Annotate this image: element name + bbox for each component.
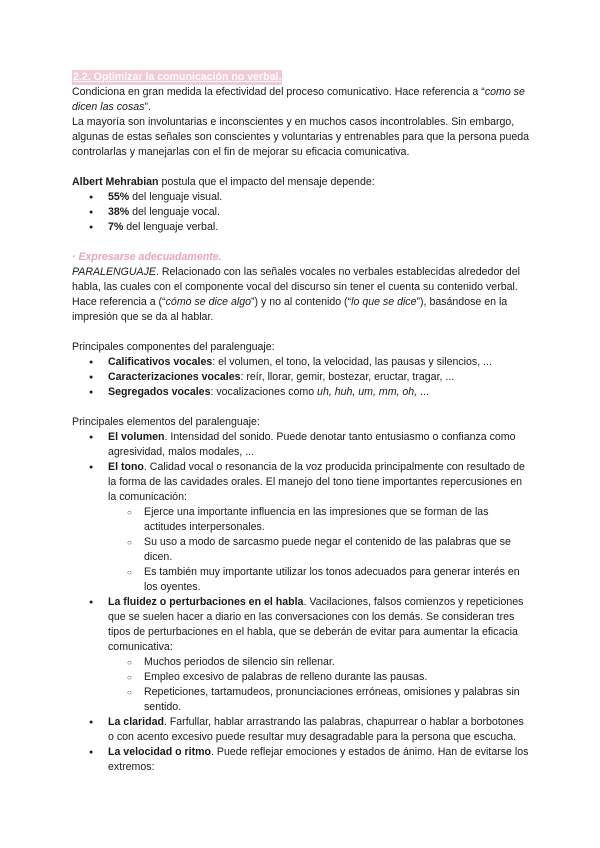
list-item-bold: El volumen [108, 431, 165, 443]
list-item-text: . Farfullar, hablar arrastrando las palabras, chapurrear o hablar a borbotones o con acento excesivo puede resultar muy desagradable para la persona que escucha. [108, 716, 524, 743]
list-item-claridad [72, 715, 532, 745]
list-item-bold: El tono [108, 461, 144, 473]
list-item-velocidad [72, 745, 532, 775]
percent: 7% [108, 221, 124, 233]
list-item-text: . Vacilaciones, falsos comienzos y repeticiones que se suelen hacer a diario en las conversaciones con los demás. Se consideran tres tipos de perturbaciones en el habla, que se deberán de evitar para aumentar la eficacia comunicativa: [108, 596, 524, 653]
percent: 55% [108, 191, 130, 203]
list-item-text: . Puede reflejar emociones y estados de ánimo. Han de evitarse los extremos: [108, 746, 529, 773]
paralenguaje-text-3: ”), basándose en la impresión que se da al hablar. [72, 296, 508, 323]
list-item-bold: La fluidez o perturbaciones en el habla [108, 596, 304, 608]
paralenguaje-italic-2: lo que se dice [351, 296, 417, 308]
sublist-item: ○ Muchos periodos de silencio sin rellenar. [108, 655, 532, 670]
mehrabian-list [72, 190, 532, 235]
list-item [72, 385, 532, 400]
intro-text: Condiciona en gran medida la efectividad del proceso comunicativo. Hace referencia a “ [72, 86, 485, 98]
paralenguaje-text-2: ”) y no al contenido (“ [251, 296, 352, 308]
sublist-item: ○ Es también muy importante utilizar los tonos adecuados para generar interés en los oyentes. [108, 565, 532, 595]
mehrabian-paragraph [72, 175, 532, 190]
elements-title: Principales elementos del paralenguaje: [72, 416, 260, 428]
paralenguaje-paragraph [72, 265, 532, 325]
list-item-text: del lenguaje verbal. [123, 221, 219, 233]
list-item [72, 355, 532, 370]
list-item-bold: Caracterizaciones vocales [108, 371, 241, 383]
intro-italic: como se dicen las cosas [72, 86, 525, 113]
elements-list [72, 430, 532, 775]
list-item-text: . Calidad vocal o resonancia de la voz producida principalmente con resultado de la forma de las cavidades orales. El manejo del tono tiene importantes repercusiones en la comunicación: [108, 461, 525, 503]
sublist-item: ○ Empleo excesivo de palabras de relleno durante las pausas. [108, 670, 532, 685]
list-item-text: del lenguaje visual. [129, 191, 223, 203]
list-item-volumen [72, 430, 532, 460]
subheading: · Expresarse adecuadamente. [72, 251, 222, 263]
section-heading: 2.2. Optimizar la comunicación no verbal. [73, 71, 282, 83]
paralenguaje-term: PARALENGUAJE [72, 266, 156, 278]
intro-paragraph-1 [72, 85, 532, 115]
list-item-fluidez [72, 595, 532, 715]
list-item [72, 190, 532, 205]
components-title: Principales componentes del paralenguaje: [72, 341, 275, 353]
section-heading-line [72, 70, 532, 85]
list-item-bold: Segregados vocales [108, 386, 211, 398]
components-list [72, 355, 532, 400]
list-item-text: : vocalizaciones como [210, 386, 318, 398]
sublist-item: ○ Repeticiones, tartamudeos, pronunciaciones erróneas, omisiones y palabras sin sentido. [108, 685, 532, 715]
list-item-bold: Calificativos vocales [108, 356, 213, 368]
mehrabian-text: postula que el impacto del mensaje depende: [158, 176, 375, 188]
paralenguaje-text: . Relacionado con las señales vocales no verbales establecidas alrededor del habla, las cuales con el componente vocal del discurso sin tener el cuenta su contenido verbal. Hace referencia a (“ [72, 266, 520, 308]
list-item-tail: ... [417, 386, 429, 398]
list-item-tono [72, 460, 532, 595]
list-item [72, 220, 532, 235]
list-item-text: : el volumen, el tono, la velocidad, las pausas y silencios, ... [212, 356, 492, 368]
list-item-italic: uh, huh, um, mm, oh, [317, 386, 418, 398]
list-item-bold: La velocidad o ritmo [108, 746, 212, 758]
list-item-text: : reír, llorar, gemir, bostezar, eructar, tragar, ... [240, 371, 455, 383]
list-item [72, 370, 532, 385]
list-item-text: . Intensidad del sonido. Puede denotar tanto entusiasmo o confianza como agresividad, malos modales, ... [108, 431, 516, 458]
mehrabian-name: Albert Mehrabian [72, 176, 159, 188]
intro-text-end: ”. [144, 101, 151, 113]
sublist-item: ○ Ejerce una importante influencia en las impresiones que se forman de las actitudes interpersonales. [108, 505, 532, 535]
intro-paragraph-2: La mayoría son involuntarias e inconscientes y en muchos casos incontrolables. Sin embargo, algunas de estas señales son conscientes y voluntarias y entrenables para que la persona pueda controlarlas y manejarlas con el fin de mejorar su eficacia comunicativa. [72, 116, 530, 158]
document-page [72, 70, 532, 775]
paralenguaje-italic-1: cómo se dice algo [165, 296, 252, 308]
sublist-item: ○ Su uso a modo de sarcasmo puede negar el contenido de las palabras que se dicen. [108, 535, 532, 565]
list-item-text: del lenguaje vocal. [129, 206, 220, 218]
list-item-bold: La claridad [108, 716, 164, 728]
tono-sublist [108, 505, 532, 595]
list-item [72, 205, 532, 220]
percent: 38% [108, 206, 130, 218]
fluidez-sublist [108, 655, 532, 715]
